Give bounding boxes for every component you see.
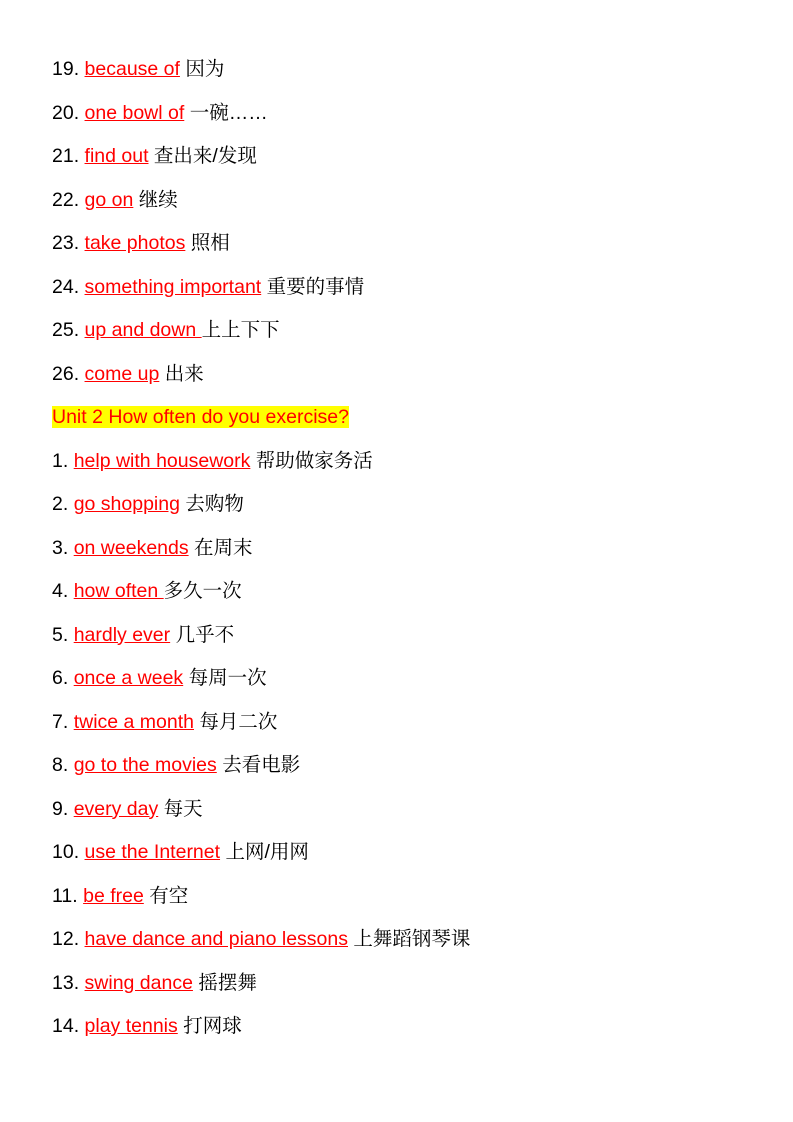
item-gloss: 每天 [163,797,203,820]
list-item [52,222,741,266]
item-number: 25. [52,319,80,341]
item-term: because of [84,58,180,80]
item-number: 13. [52,971,80,994]
item-gloss: 照相 [190,232,230,254]
item-number: 3. [52,536,69,559]
item-number: 10. [52,841,80,863]
item-term: swing dance [84,971,193,994]
item-term: every day [73,797,159,820]
item-gloss: 因为 [185,58,225,80]
section-heading [52,396,741,440]
item-gloss: 重要的事情 [266,275,365,298]
list-item [52,92,741,136]
item-term: help with housework [73,449,251,472]
list-item [52,875,741,919]
list-item [52,570,741,614]
list-item [52,266,741,310]
item-number: 24. [52,275,80,298]
list-item [52,962,741,1006]
item-gloss: 去购物 [185,493,244,515]
item-gloss: 在周末 [194,536,253,559]
item-term: once a week [73,667,184,689]
item-gloss: 几乎不 [175,623,235,646]
list-item [52,701,741,745]
item-number: 4. [52,580,69,602]
list-item [52,48,741,92]
list-item [52,483,741,527]
item-number: 11. [52,884,78,907]
list-item [52,527,741,571]
item-gloss: 有空 [149,884,189,907]
item-number: 6. [52,667,69,689]
item-number: 2. [52,493,69,515]
item-number: 26. [52,362,80,385]
item-term: twice a month [73,710,194,733]
item-term: come up [84,362,160,385]
section-heading-text: Unit 2 How often do you exercise? [52,406,349,428]
list-item [52,440,741,484]
item-number: 9. [52,797,69,820]
item-term: something important [84,275,262,298]
item-gloss: 查出来/发现 [153,145,257,167]
vocabulary-list-part-2 [52,440,741,1049]
item-term: hardly ever [73,623,171,646]
list-item [52,744,741,788]
item-gloss: 上舞蹈钢琴课 [353,928,471,950]
list-item [52,353,741,397]
item-number: 19. [52,58,80,80]
item-gloss: 去看电影 [222,754,301,776]
item-term: have dance and piano lessons [84,928,348,950]
item-gloss: 多久一次 [163,580,242,602]
item-term: be free [83,884,144,907]
item-term: go shopping [73,493,180,515]
item-gloss: 上网/用网 [225,841,309,863]
item-gloss: 一碗…… [189,101,268,124]
list-item [52,614,741,658]
list-item [52,135,741,179]
item-gloss: 打网球 [183,1015,242,1037]
item-term: one bowl of [84,101,185,124]
item-term: on weekends [73,536,189,559]
list-item [52,918,741,962]
item-term: use the Internet [84,841,221,863]
item-gloss: 每周一次 [188,667,267,689]
item-term: go on [84,188,134,211]
item-term: go to the movies [73,754,217,776]
item-gloss: 继续 [138,188,178,211]
item-gloss: 每月二次 [199,710,278,733]
list-item [52,788,741,832]
item-number: 5. [52,623,69,646]
item-gloss: 摇摆舞 [198,971,257,994]
item-gloss: 上上下下 [201,319,280,341]
item-number: 14. [52,1015,80,1037]
item-number: 22. [52,188,80,211]
list-item [52,1005,741,1049]
item-number: 7. [52,710,69,733]
item-gloss: 帮助做家务活 [255,449,373,472]
list-item [52,831,741,875]
list-item [52,309,741,353]
item-number: 1. [52,449,69,472]
list-item [52,179,741,223]
list-item [52,657,741,701]
item-term: how often [73,580,164,602]
item-number: 23. [52,232,80,254]
item-term: take photos [84,232,186,254]
item-number: 12. [52,928,80,950]
item-term: find out [84,145,149,167]
item-number: 20. [52,101,80,124]
item-gloss: 出来 [164,362,204,385]
item-number: 21. [52,145,80,167]
vocabulary-list-part-1 [52,48,741,396]
item-number: 8. [52,754,69,776]
item-term: up and down [84,319,202,341]
item-term: play tennis [84,1015,178,1037]
